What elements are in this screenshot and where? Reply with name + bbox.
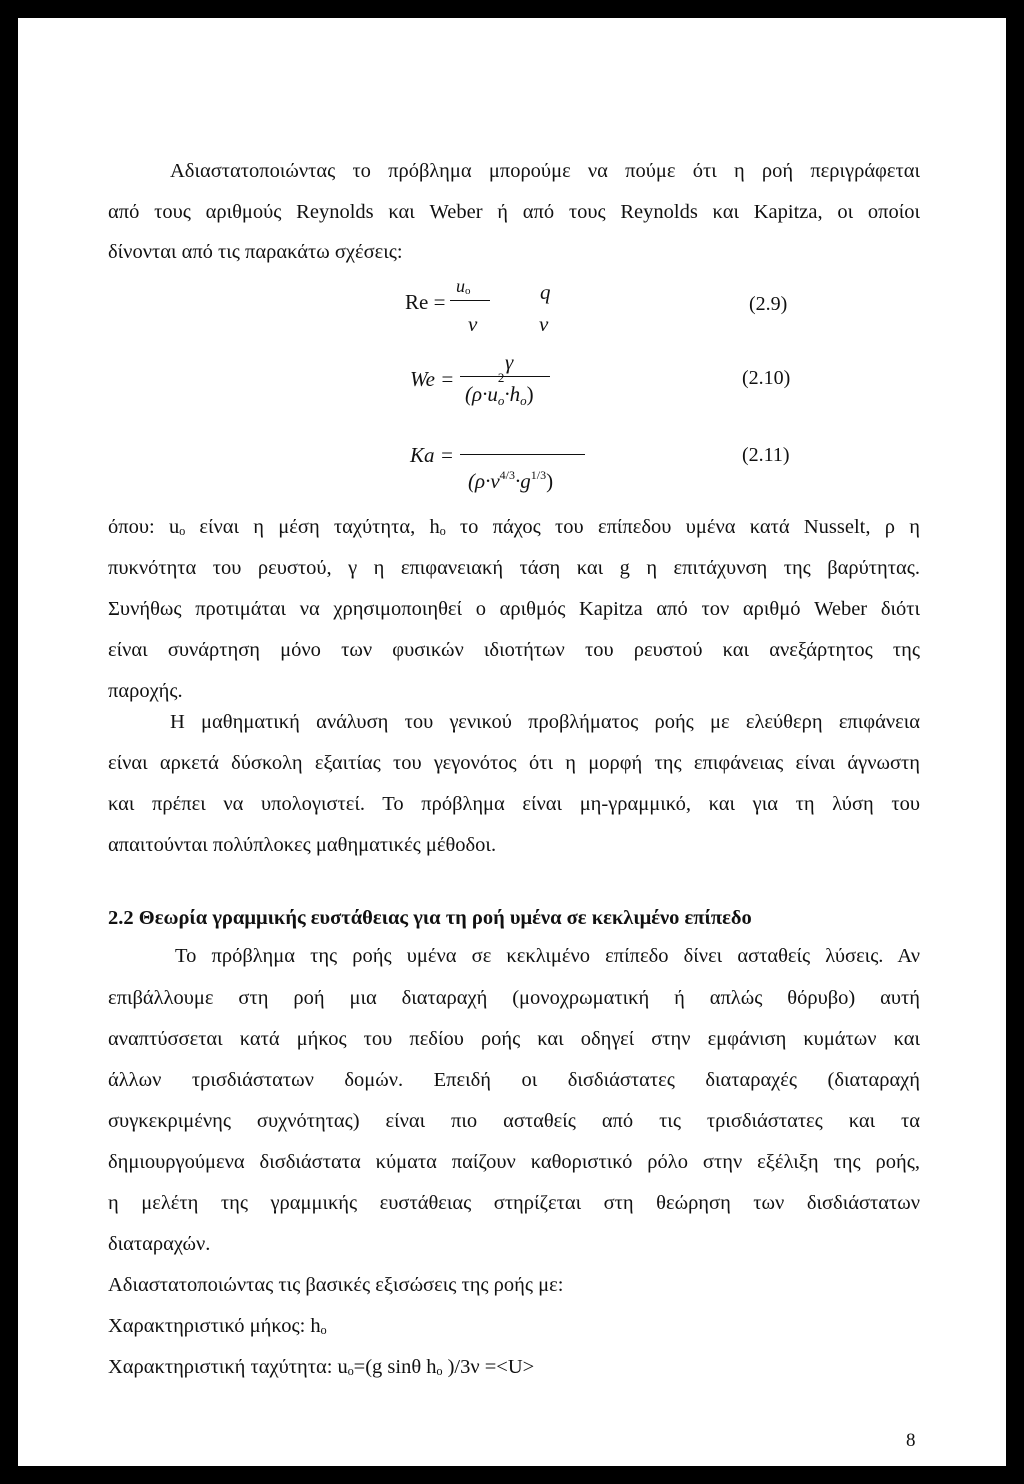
equation-number-2-11: (2.11) [742,444,790,466]
re-num2-symbol: q [540,280,551,304]
paragraph-4-line-2: επιβάλλουμε στη ροή μια διαταραχή (μονοχρωματική ή απλώς θόρυβο) αυτή [108,987,920,1009]
we-den-sub: o [497,393,505,408]
ka-denominator [468,468,553,494]
paragraph-4-line-1: Το πρόβλημα της ροής υμένα σε κεκλιμένο επίπεδο δίνει ασταθείς λύσεις. Αν [175,945,920,967]
we-fraction-bar [460,376,550,377]
paragraph-1-line-1: Αδιαστατοποιώντας το πρόβλημα μπορούμε να πούμε ότι η ροή περιγράφεται [170,160,920,182]
paragraph-3-line-4: απαιτούνται πολύπλοκες μαθηματικές μέθοδοι. [108,834,497,856]
re-num1-sub: o [465,285,471,297]
re-lhs: Re = [405,290,446,314]
we-denominator [465,370,534,409]
re-numerator-1 [456,276,471,297]
paragraph-4-line-6: δημιουργούμενα δισδιάστατα κύματα παίζουν καθοριστικό ρόλο στην εξέλιξη της ροής, [108,1151,920,1173]
we-den-tail: ·h [504,382,521,406]
equation-number-2-10: (2.10) [742,367,791,389]
paragraph-5-line-2: Χαρακτηριστικό μήκος: hₒ [108,1315,327,1337]
ka-den-start: (ρ·ν [468,469,500,493]
paragraph-4-line-8: διαταραχών. [108,1233,211,1255]
paragraph-3-line-1: Η μαθηματική ανάλυση του γενικού προβλήματος ροής με ελεύθερη επιφάνεια [170,711,920,733]
paragraph-1-line-3: δίνονται από τις παρακάτω σχέσεις: [108,241,403,263]
equation-number-2-9: (2.9) [749,293,788,315]
ka-lhs [410,443,454,468]
paragraph-2-line-2: πυκνότητα του ρευστού, γ η επιφανειακή τάση και g η επιτάχυνση της βαρύτητας. [108,557,920,579]
ka-fraction-bar [460,454,585,455]
paragraph-4-line-7: η μελέτη της γραμμικής ευστάθειας στηρίζεται στη θεώρηση των δισδιάστατων [108,1192,920,1214]
paragraph-5-line-1: Αδιαστατοποιώντας τις βασικές εξισώσεις της ροής με: [108,1274,564,1296]
paragraph-5-line-3: Χαρακτηριστική ταχύτητα: uₒ=(g sinθ hₒ )/3ν =<U> [108,1356,535,1378]
we-num-symbol: γ [505,350,514,374]
ka-den-sup-2: 1/3 [530,468,547,482]
re-numerator-2 [540,280,551,305]
paragraph-2-line-1: όπου: uₒ είναι η μέση ταχύτητα, hₒ το πάχος του επίπεδου υμένα κατά Nusselt, ρ η [108,516,920,538]
ka-den-sup-1: 4/3 [499,468,515,482]
re-den1-symbol: ν [468,312,478,336]
paragraph-3-line-3: και πρέπει να υπολογιστεί. Το πρόβλημα είναι μη-γραμμικό, και για τη λύση του [108,793,920,815]
we-den-start: (ρ·u [465,382,498,406]
paragraph-1-line-2: από τους αριθμούς Reynolds και Weber ή από τους Reynolds και Kapitza, οι οποίοι [108,201,920,223]
we-lhs-text: We = [410,367,455,391]
re-den2-symbol: ν [539,312,549,336]
paragraph-4-line-3: αναπτύσσεται κατά μήκος του πεδίου ροής και οδηγεί στην εμφάνιση κυμάτων και [108,1028,920,1050]
re-denominator-1 [468,312,477,337]
paragraph-2-line-3: Συνήθως προτιμάται να χρησιμοποιηθεί ο αριθμός Kapitza από τον αριθμό Weber διότι [108,598,920,620]
paragraph-4-line-4: άλλων τρισδιάστατων δομών. Επειδή οι δισδιάστατες διαταραχές (διαταραχή [108,1069,920,1091]
paragraph-2-line-4: είναι συνάρτηση μόνο των φυσικών ιδιοτήτων του ρευστού και ανεξάρτητος της [108,639,920,661]
we-den-tail-sub: o [520,393,527,408]
ka-lhs-text: Ka = [410,443,454,467]
we-lhs [410,367,454,392]
we-den-sup: 2 [497,370,505,385]
re-denominator-2 [539,312,548,337]
ka-den-mid: ·g [515,469,531,493]
we-den-close: ) [526,382,534,406]
ka-den-close: ) [546,469,554,493]
paragraph-2-line-5: παροχής. [108,680,183,702]
page-number: 8 [906,1430,916,1451]
paragraph-4-line-5: συγκεκριμένης συχνότητας) είναι πιο ασταθείς από τις τρισδιάστατες και τα [108,1110,920,1132]
re-num1-symbol: u [456,276,465,296]
section-heading: 2.2 Θεωρία γραμμικής ευστάθειας για τη ροή υμένα σε κεκλιμένο επίπεδο [108,907,752,929]
we-numerator [505,350,513,375]
re-fraction-bar-1 [450,300,490,301]
paragraph-3-line-2: είναι αρκετά δύσκολη εξαιτίας του γεγονότος ότι η μορφή της επιφάνειας είναι άγνωστη [108,752,920,774]
